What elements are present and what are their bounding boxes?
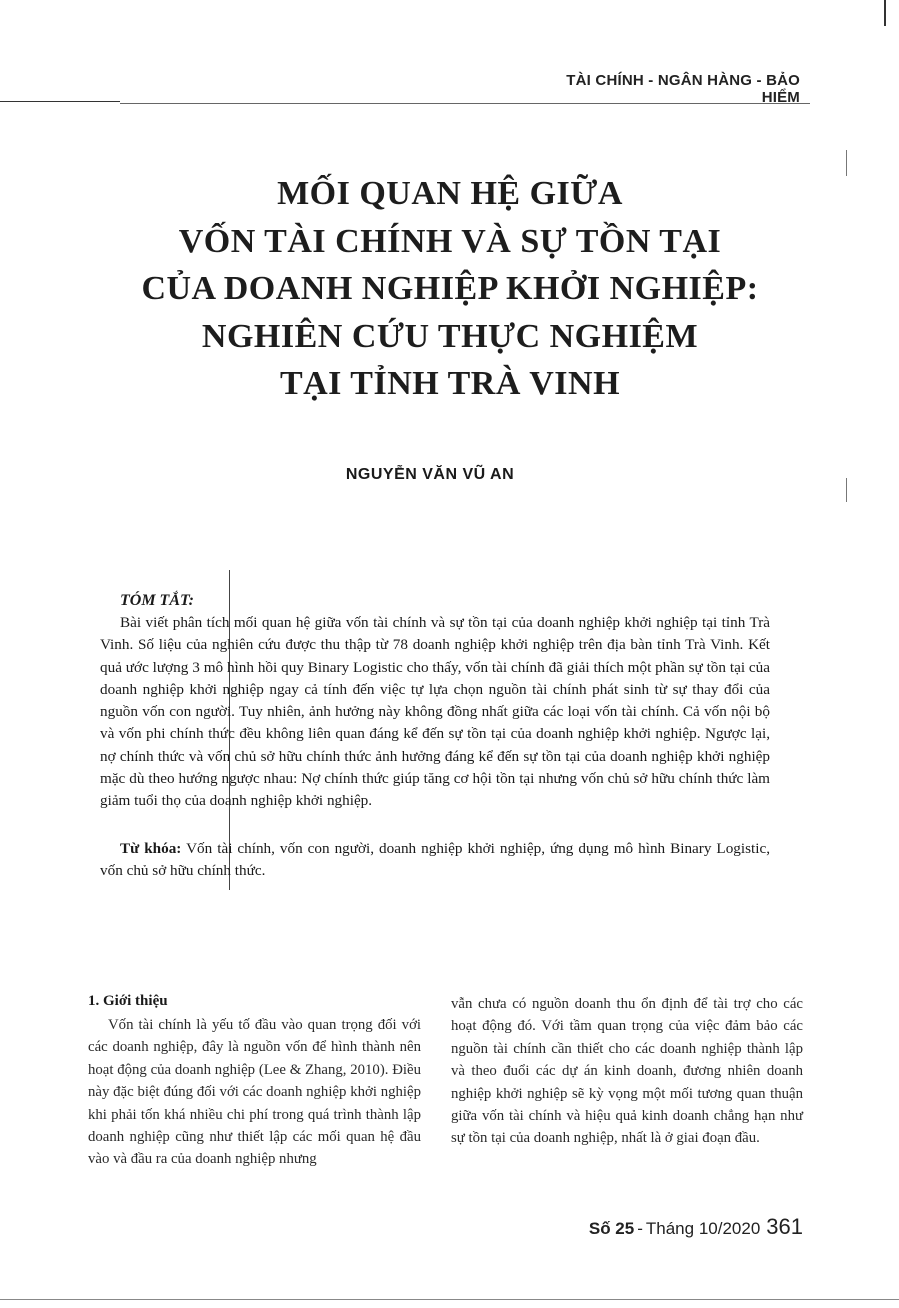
issue-number: Số 25 xyxy=(588,1219,635,1238)
title-line: MỐI QUAN HỆ GIỮA xyxy=(277,175,623,212)
body-column-right: vẫn chưa có nguồn doanh thu ổn định để tài trợ cho các hoạt động đó. Với tầm quan trọng của việc đảm bảo các nguồn tài chính cần thiết cho các doanh nghiệp thành lập và theo đuổi các dự án kinh doanh, đương nhiên doanh nghiệp khởi nghiệp sẽ kỳ vọng một mối tương quan thuận giữa vốn tài chính và hiệu quả kinh doanh chẳng hạn như sự tồn tại của doanh nghiệp, nhất là ở giai đoạn đầu. xyxy=(451,996,803,1147)
header-rule xyxy=(120,103,810,104)
header-rule xyxy=(0,101,120,102)
scan-edge-mark xyxy=(884,0,886,26)
author-name: NGUYỄN VĂN VŨ AN xyxy=(345,466,515,483)
title-line: VỐN TÀI CHÍNH VÀ SỰ TỒN TẠI xyxy=(178,222,722,260)
keywords-paragraph xyxy=(100,838,770,883)
keywords-label: Từ khóa: xyxy=(120,840,182,857)
keywords-text: Vốn tài chính, vốn con người, doanh nghiệp khởi nghiệp, ứng dụng mô hình Binary Logistic, vốn chủ sở hữu chính thức. xyxy=(100,840,770,880)
title-line: TẠI TỈNH TRÀ VINH xyxy=(279,365,621,402)
abstract-body: Bài viết phân tích mối quan hệ giữa vốn tài chính và sự tồn tại của doanh nghiệp khởi nghiệp tại tỉnh Trà Vinh. Số liệu của nghiên cứu được thu thập từ 78 doanh nghiệp khởi nghiệp trên địa bàn tỉnh Trà Vinh. Kết quả ước lượng 3 mô hình hồi quy Binary Logistic cho thấy, vốn tài chính đã giải thích một phần sự tồn tại của doanh nghiệp khởi nghiệp ngay cả tính đến việc tự lựa chọn nguồn tài chính phát sinh từ sự thay đổi của nguồn vốn con người. Tuy nhiên, ảnh hưởng này không đồng nhất giữa các loại vốn tài chính. Cả vốn nội bộ và vốn phi chính thức đều không liên quan đáng kể đến sự tồn tại của doanh nghiệp khởi nghiệp. Ngược lại, nợ chính thức và vốn chủ sở hữu chính thức ảnh hưởng đáng kể đến sự tồn tại của doanh nghiệp khởi nghiệp mặc dù theo hướng ngược nhau: Nợ chính thức giúp tăng cơ hội tồn tại nhưng vốn chủ sở hữu chính thức làm giảm tuổi thọ của doanh nghiệp khởi nghiệp. xyxy=(100,614,770,810)
journal-section-header: TÀI CHÍNH - NGÂN HÀNG - BẢO HIỂM xyxy=(566,72,800,106)
abstract-heading: TÓM TẮT: xyxy=(120,592,194,609)
scan-edge-mark xyxy=(846,150,847,176)
footer-separator: - xyxy=(637,1219,643,1238)
section-heading: 1. Giới thiệu xyxy=(88,993,168,1009)
scan-edge-mark xyxy=(846,478,847,502)
title-line: CỦA DOANH NGHIỆP KHỞI NGHIỆP: xyxy=(141,270,759,307)
page-footer xyxy=(560,1214,803,1240)
bottom-rule xyxy=(0,1299,899,1300)
issue-date: Tháng 10/2020 xyxy=(645,1219,761,1238)
page-number: 361 xyxy=(766,1214,803,1239)
article-title xyxy=(60,170,840,408)
body-column-left: Vốn tài chính là yếu tố đầu vào quan trọng đối với các doanh nghiệp, đây là nguồn vốn để hình thành nên hoạt động của doanh nghiệp (Lee & Zhang, 2010). Điều này đặc biệt đúng đối với các doanh nghiệp khởi nghiệp khi phải tốn khá nhiều chi phí trong quá trình thành lập doanh nghiệp cũng như thiết lập các mối quan hệ đầu vào và đầu ra của doanh nghiệp nhưng xyxy=(88,1017,421,1168)
title-line: NGHIÊN CỨU THỰC NGHIỆM xyxy=(201,317,699,355)
